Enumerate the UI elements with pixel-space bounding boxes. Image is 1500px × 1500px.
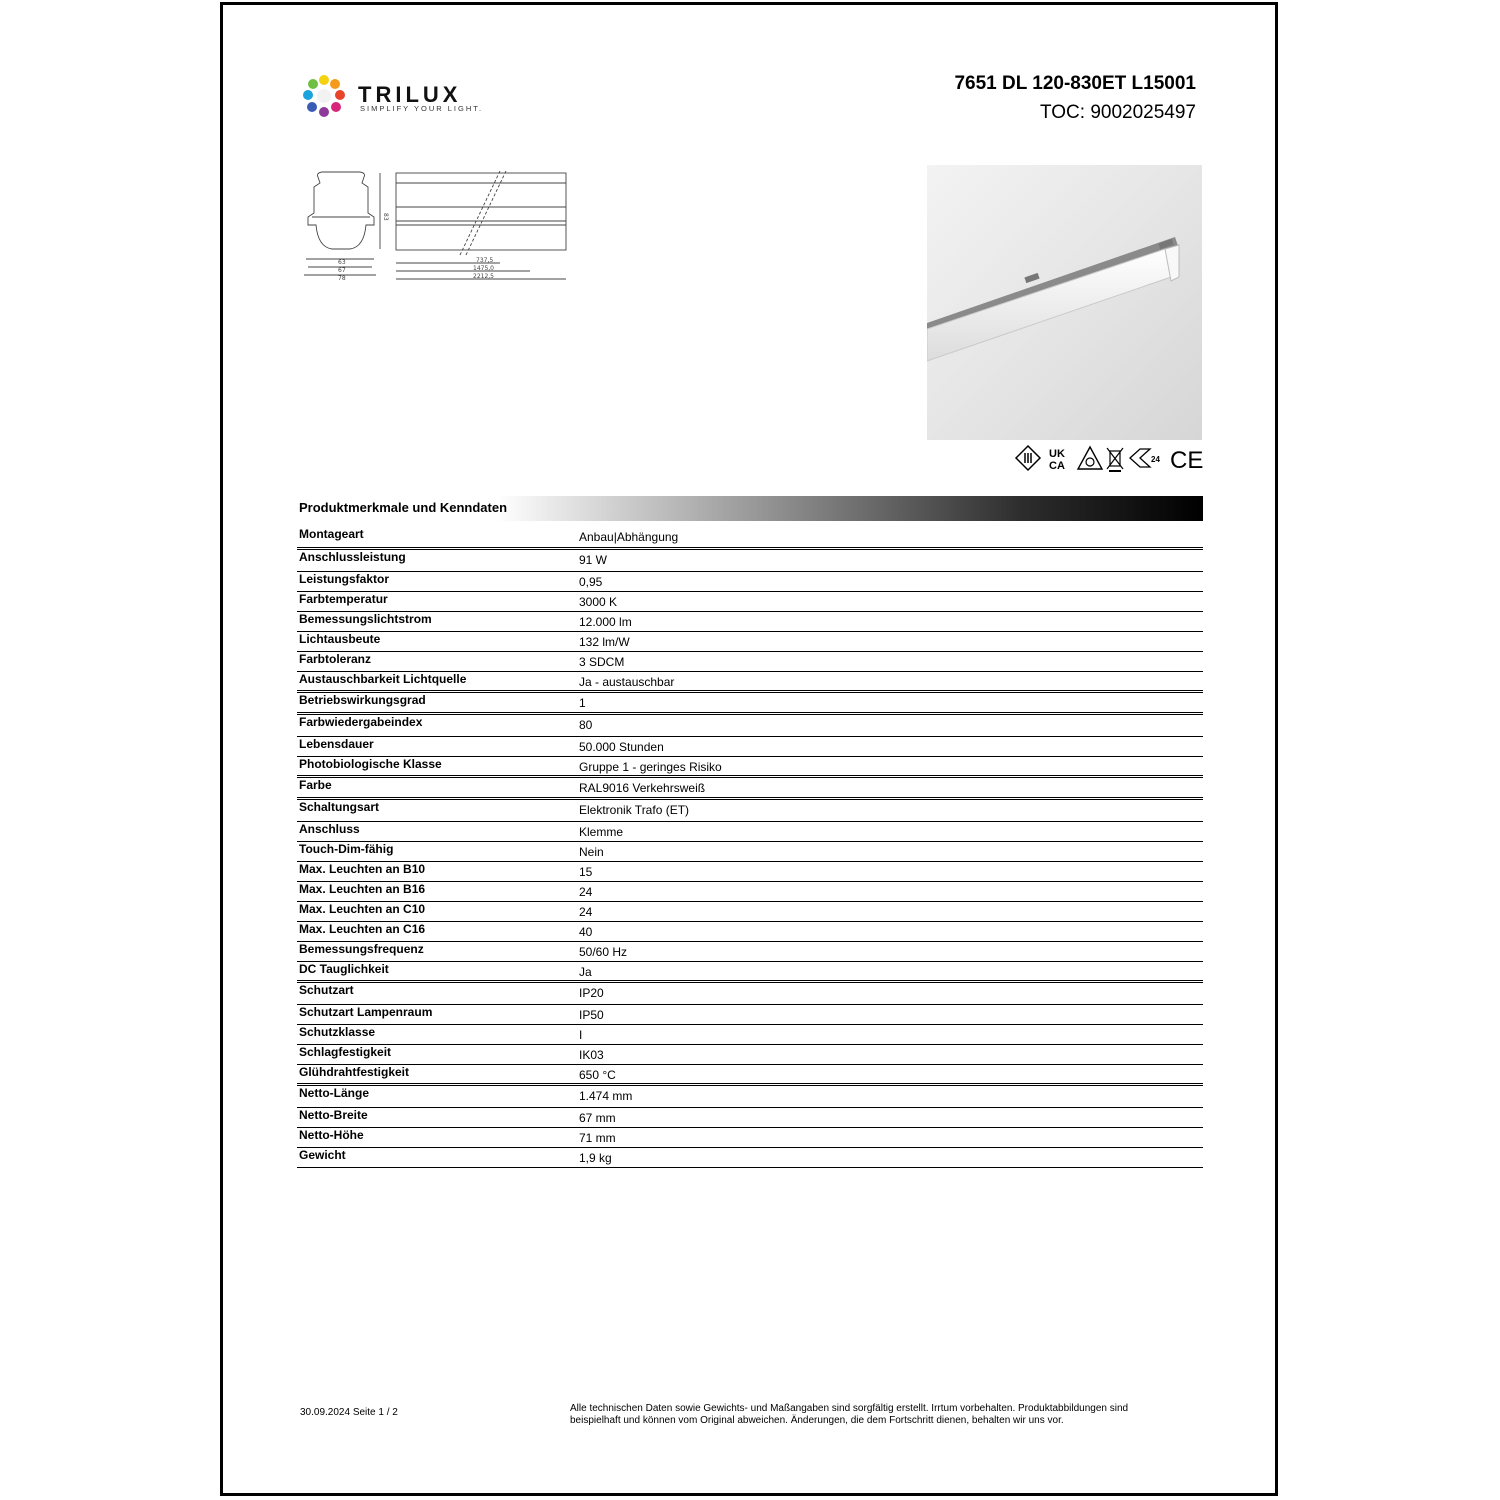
- spec-label: Farbtoleranz: [299, 652, 372, 666]
- spec-label: Farbe: [299, 778, 332, 792]
- spec-value: 24: [579, 885, 593, 899]
- spec-value: 3 SDCM: [579, 655, 625, 669]
- height-dimension: 83: [382, 213, 389, 221]
- spec-label: Bemessungslichtstrom: [299, 612, 432, 626]
- spec-label: Netto-Breite: [299, 1108, 368, 1122]
- spec-value: 40: [579, 925, 593, 939]
- spec-label: Max. Leuchten an B10: [299, 862, 426, 876]
- ukca-icon: [1049, 448, 1065, 472]
- spec-label: DC Tauglichkeit: [299, 962, 389, 976]
- spec-label: Max. Leuchten an B16: [299, 882, 426, 896]
- product-photo: [927, 165, 1202, 440]
- svg-text:24: 24: [1151, 455, 1160, 464]
- spec-value: IP50: [579, 1008, 604, 1022]
- spec-label: Anschluss: [299, 822, 360, 836]
- spec-row: [297, 1065, 1203, 1086]
- spec-row: [297, 1005, 1203, 1025]
- spec-value: 91 W: [579, 553, 608, 567]
- spec-row: [297, 550, 1203, 572]
- spec-value: 1.474 mm: [579, 1089, 633, 1103]
- spec-label: Farbtemperatur: [299, 592, 388, 606]
- spec-value: 80: [579, 718, 593, 732]
- product-title: 7651 DL 120-830ET L15001: [954, 73, 1196, 94]
- spec-row: [297, 737, 1203, 757]
- spec-row: [297, 1045, 1203, 1065]
- dali-24-icon: [1130, 449, 1160, 467]
- enec-icon: [1078, 447, 1102, 469]
- spec-row: [297, 1086, 1203, 1108]
- spec-row: [297, 800, 1203, 822]
- spec-value: RAL9016 Verkehrsweiß: [579, 781, 706, 795]
- ce-icon: [1170, 447, 1203, 473]
- trilux-logo: [296, 68, 506, 124]
- spec-row: [297, 612, 1203, 632]
- certification-marks: [1012, 443, 1204, 473]
- spec-label: Max. Leuchten an C16: [299, 922, 426, 936]
- spec-value: 132 lm/W: [579, 635, 630, 649]
- spec-value: Ja - austauschbar: [579, 675, 675, 689]
- footer-disclaimer: Alle technischen Daten sowie Gewichts- und Maßangaben sind sorgfältig erstellt. Irrtum vorbehalten. Produktabbildungen sind beispielhaft und können vom Original abweichen. Änderungen, die dem Fortschritt dienen, behalten wir uns vor.: [570, 1403, 1129, 1426]
- width-dim-63: 63: [338, 259, 346, 266]
- spec-row: [297, 527, 1203, 550]
- section-title: Produktmerkmale und Kenndaten: [299, 500, 508, 515]
- spec-value: Klemme: [579, 825, 624, 839]
- footer-date-page: 30.09.2024 Seite 1 / 2: [300, 1407, 398, 1418]
- spec-value: Elektronik Trafo (ET): [579, 803, 690, 817]
- spec-row: [297, 882, 1203, 902]
- trilux-logo-mark: [296, 68, 352, 124]
- luminaire-image: [927, 165, 1202, 440]
- spec-row: [297, 715, 1203, 737]
- spec-label: Netto-Höhe: [299, 1128, 364, 1142]
- spec-value: Nein: [579, 845, 604, 859]
- weee-icon: [1107, 448, 1123, 472]
- length-dim-1475: 1475,0: [473, 265, 494, 272]
- spec-label: Austauschbarkeit Lichtquelle: [299, 672, 467, 686]
- spec-row: [297, 983, 1203, 1005]
- svg-text:CA: CA: [1049, 460, 1065, 472]
- spec-label: Schaltungsart: [299, 800, 380, 814]
- iii-class-icon: [1016, 446, 1040, 470]
- dimension-drawing: [300, 165, 575, 290]
- spec-row: [297, 592, 1203, 612]
- spec-value: 1: [579, 696, 586, 710]
- spec-row: [297, 693, 1203, 715]
- spec-label: Farbwiedergabeindex: [299, 715, 423, 729]
- spec-label: Schutzklasse: [299, 1025, 376, 1039]
- spec-value: 50.000 Stunden: [579, 740, 664, 754]
- spec-label: Touch-Dim-fähig: [299, 842, 394, 856]
- spec-label: Montageart: [299, 527, 364, 541]
- spec-row: [297, 1025, 1203, 1045]
- spec-value: 3000 K: [579, 595, 618, 609]
- spec-row: [297, 1128, 1203, 1148]
- spec-label: Lebensdauer: [299, 737, 374, 751]
- spec-row: [297, 902, 1203, 922]
- spec-row: [297, 862, 1203, 882]
- spec-row: [297, 572, 1203, 592]
- spec-value: I: [579, 1028, 583, 1042]
- spec-label: Bemessungsfrequenz: [299, 942, 424, 956]
- spec-value: 24: [579, 905, 593, 919]
- section-header: [297, 496, 1203, 521]
- spec-value: 50/60 Hz: [579, 945, 628, 959]
- spec-value: 12.000 lm: [579, 615, 632, 629]
- spec-row: [297, 842, 1203, 862]
- spec-value: 67 mm: [579, 1111, 616, 1125]
- spec-row: [297, 778, 1203, 800]
- spec-label: Anschlussleistung: [299, 550, 406, 564]
- spec-value: Ja: [579, 965, 592, 979]
- width-dim-67: 67: [338, 267, 346, 274]
- spec-value: 71 mm: [579, 1131, 616, 1145]
- brand-tagline: SIMPLIFY YOUR LIGHT.: [360, 104, 484, 113]
- spec-label: Schlagfestigkeit: [299, 1045, 392, 1059]
- spec-value: 15: [579, 865, 593, 879]
- spec-value: 0,95: [579, 575, 603, 589]
- length-dim-2212: 2212,5: [473, 273, 494, 280]
- svg-text:UK: UK: [1049, 448, 1065, 460]
- spec-label: Betriebswirkungsgrad: [299, 693, 426, 707]
- spec-value: 1,9 kg: [579, 1151, 612, 1165]
- spec-row: [297, 822, 1203, 842]
- spec-value: IP20: [579, 986, 604, 1000]
- length-dim-737: 737,5: [476, 257, 494, 264]
- spec-row: [297, 1148, 1203, 1168]
- spec-label: Max. Leuchten an C10: [299, 902, 426, 916]
- spec-row: [297, 757, 1203, 778]
- spec-value: Gruppe 1 - geringes Risiko: [579, 760, 722, 774]
- spec-label: Schutzart Lampenraum: [299, 1005, 433, 1019]
- spec-label: Netto-Länge: [299, 1086, 369, 1100]
- svg-text:CE: CE: [1170, 447, 1204, 473]
- spec-value: Anbau|Abhängung: [579, 530, 679, 544]
- spec-value: 650 °C: [579, 1068, 616, 1082]
- spec-label: Schutzart: [299, 983, 354, 997]
- spec-label: Photobiologische Klasse: [299, 757, 442, 771]
- spec-row: [297, 672, 1203, 693]
- spec-label: Lichtausbeute: [299, 632, 381, 646]
- spec-row: [297, 942, 1203, 962]
- spec-row: [297, 632, 1203, 652]
- spec-row: [297, 962, 1203, 983]
- spec-table: [297, 527, 1203, 1168]
- width-dim-78: 78: [338, 275, 346, 282]
- spec-row: [297, 652, 1203, 672]
- toc-number: TOC: 9002025497: [1040, 102, 1196, 123]
- brand-name: TRILUX: [358, 82, 462, 107]
- spec-row: [297, 922, 1203, 942]
- spec-label: Glühdrahtfestigkeit: [299, 1065, 410, 1079]
- spec-label: Leistungsfaktor: [299, 572, 390, 586]
- spec-row: [297, 1108, 1203, 1128]
- spec-label: Gewicht: [299, 1148, 346, 1162]
- spec-value: IK03: [579, 1048, 604, 1062]
